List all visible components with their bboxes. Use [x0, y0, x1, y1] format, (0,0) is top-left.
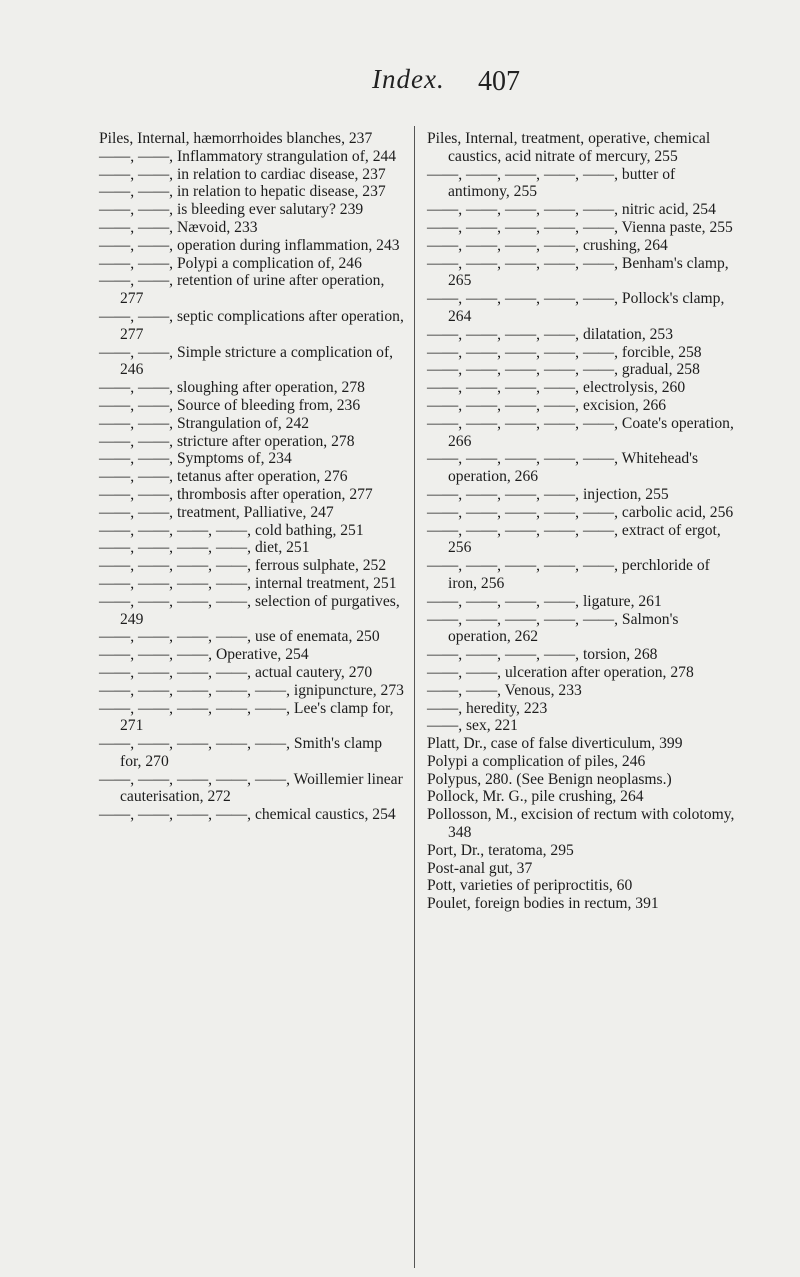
index-entry: ——, ——, ——, ——, ——, forcible, 258: [427, 343, 702, 361]
index-entry: ——, ——, Source of bleeding from, 236: [99, 396, 361, 414]
index-entry: Pollosson, M., excision of rectum with colotomy, 348: [427, 806, 735, 842]
index-entry: Polypus, 280. (See Benign neoplasms.): [427, 770, 672, 788]
index-entry: Pollock, Mr. G., pile crushing, 264: [427, 788, 644, 806]
index-entry: ——, ——, ——, ——, ——, Woillemier linear cauterisation, 272: [99, 770, 403, 806]
index-entry: ——, ——, Symptoms of, 234: [99, 450, 292, 468]
index-entry: ——, ——, ——, ——, injection, 255: [427, 485, 669, 503]
index-entry: ——, ——, is bleeding ever salutary? 239: [99, 201, 364, 219]
index-entry: ——, ——, ——, ——, ——, Smith's clamp for, 270: [99, 735, 383, 770]
index-entry: Port, Dr., teratoma, 295: [427, 841, 574, 859]
index-entry: ——, ——, ——, ——, ligature, 261: [427, 592, 662, 610]
index-entry: ——, ——, ——, ——, excision, 266: [427, 396, 667, 414]
index-entry: ——, ——, ——, ——, ——, Lee's clamp for, 271: [99, 699, 394, 735]
index-entry: ——, ——, ——, ——, ——, nitric acid, 254: [427, 201, 716, 219]
index-entry: Platt, Dr., case of false diverticulum, 399: [427, 735, 683, 753]
index-entry: ——, heredity, 223: [427, 699, 548, 717]
index-entry: ——, ——, ——, ——, chemical caustics, 254: [99, 806, 396, 824]
index-entry: ——, ——, ——, Operative, 254: [99, 646, 309, 664]
index-entry: ——, ——, retention of urine after operation, 277: [99, 272, 385, 308]
index-entry: ——, ——, ——, ——, ——, carbolic acid, 256: [427, 503, 734, 521]
index-entry: Piles, Internal, treatment, operative, chemical caustics, acid nitrate of mercury, 255: [427, 130, 711, 165]
index-entry: ——, ——, treatment, Palliative, 247: [99, 503, 334, 521]
index-entry: ——, ——, ——, ——, cold bathing, 251: [99, 521, 364, 539]
index-entry: ——, ——, ——, ——, ——, Benham's clamp, 265: [427, 254, 729, 290]
index-entry: Post-anal gut, 37: [427, 859, 533, 877]
index-entry: ——, ——, ——, ——, selection of purgatives, 249: [99, 592, 400, 628]
index-entry: ——, ——, in relation to hepatic disease, 237: [99, 183, 386, 201]
index-column-right: [427, 130, 739, 913]
index-entry: ——, ——, ——, ——, use of enemata, 250: [99, 628, 380, 646]
index-entry: ——, ——, thrombosis after operation, 277: [99, 485, 373, 503]
index-entry: ——, ——, ulceration after operation, 278: [427, 663, 694, 681]
index-entry: ——, ——, ——, ——, ferrous sulphate, 252: [99, 557, 387, 575]
index-entry: ——, ——, ——, ——, torsion, 268: [427, 646, 658, 664]
index-entry: ——, ——, tetanus after operation, 276: [99, 468, 348, 486]
index-entry: ——, ——, ——, ——, ——, Salmon's operation, 262: [427, 610, 679, 646]
index-entry: ——, ——, in relation to cardiac disease, 237: [99, 165, 386, 183]
page-number: 407: [478, 66, 520, 97]
index-entry: ——, ——, ——, ——, ——, Pollock's clamp, 264: [427, 290, 725, 325]
index-entry: ——, ——, septic complications after operation, 277: [99, 307, 404, 343]
index-entry: ——, ——, ——, ——, internal treatment, 251: [99, 574, 397, 592]
running-title: Index.: [372, 64, 445, 94]
index-entry: ——, ——, stricture after operation, 278: [99, 432, 355, 450]
index-entry: ——, ——, ——, ——, ——, butter of antimony, 255: [427, 165, 676, 201]
index-entry: ——, ——, ——, ——, dilatation, 253: [427, 325, 674, 343]
index-entry: ——, ——, ——, ——, actual cautery, 270: [99, 663, 373, 681]
index-entry: ——, ——, ——, ——, ——, Coate's operation, 266: [427, 414, 734, 450]
index-entry: ——, ——, ——, ——, ——, ignipuncture, 273: [99, 681, 404, 699]
index-entry: ——, ——, ——, ——, ——, Vienna paste, 255: [427, 218, 733, 236]
index-entry: Poulet, foreign bodies in rectum, 391: [427, 895, 659, 913]
index-entry: ——, ——, ——, ——, ——, extract of ergot, 256: [427, 521, 721, 557]
index-entry: ——, ——, ——, ——, electrolysis, 260: [427, 379, 686, 397]
page-header: [0, 64, 800, 104]
index-entry: ——, ——, Venous, 233: [427, 681, 582, 699]
index-entry: ——, ——, Simple stricture a complication of, 246: [99, 343, 394, 379]
index-entry: ——, ——, ——, ——, ——, gradual, 258: [427, 361, 700, 379]
index-entry: ——, ——, Polypi a complication of, 246: [99, 254, 362, 272]
index-entry: Polypi a complication of piles, 246: [427, 752, 646, 770]
index-entry: Pott, varieties of periproctitis, 60: [427, 877, 633, 895]
index-entry: ——, ——, ——, ——, crushing, 264: [427, 236, 668, 254]
index-entry: ——, ——, Strangulation of, 242: [99, 414, 310, 432]
index-column-left: [99, 130, 405, 824]
index-entry: ——, ——, Inflammatory strangulation of, 244: [99, 147, 397, 165]
index-entry: ——, ——, sloughing after operation, 278: [99, 379, 365, 397]
index-entry: ——, ——, ——, ——, diet, 251: [99, 539, 310, 557]
index-entry: Piles, Internal, hæmorrhoides blanches, 237: [99, 130, 373, 147]
index-entry: ——, ——, Nævoid, 233: [99, 218, 258, 236]
index-entry: ——, ——, ——, ——, ——, perchloride of iron, 256: [427, 557, 710, 592]
index-entry: ——, sex, 221: [427, 717, 518, 735]
column-divider: [414, 126, 415, 1268]
index-entry: ——, ——, operation during inflammation, 243: [99, 236, 400, 254]
index-entry: ——, ——, ——, ——, ——, Whitehead's operation, 266: [427, 450, 699, 486]
